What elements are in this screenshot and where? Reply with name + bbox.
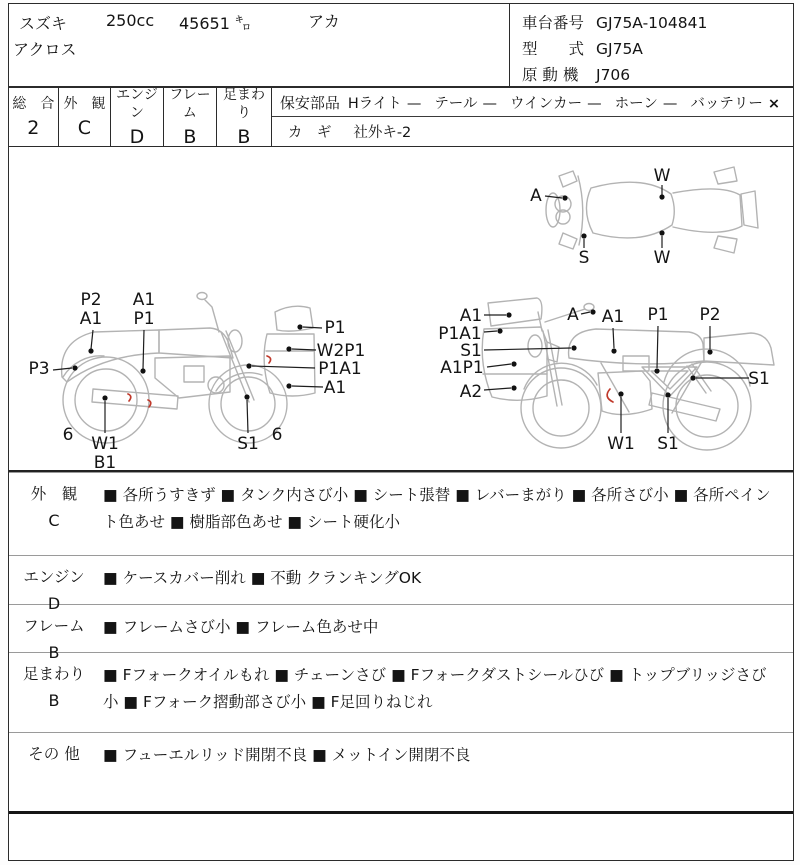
svg-text:P1: P1 [324, 318, 346, 338]
safety-item-name: Hライト [347, 95, 402, 112]
svg-text:P1: P1 [647, 305, 669, 325]
section-frame [9, 604, 793, 662]
section-frame-header [9, 605, 99, 662]
safety-parts-box [272, 88, 793, 146]
rating-frame-grade: B [183, 125, 197, 148]
rating-frame-label: フレーム [169, 86, 211, 121]
vehicle-summary [9, 4, 509, 86]
safety-item-status: — [482, 95, 498, 112]
rating-exterior-label: 外 観 [63, 95, 106, 112]
chassis-number-value: GJ75A-104841 [596, 14, 708, 32]
mileage-unit: ㌔ [235, 14, 252, 33]
svg-text:A1: A1 [132, 290, 156, 310]
header [9, 4, 793, 88]
key-value: 社外キ-2 [353, 125, 412, 141]
engine-value: J706 [596, 66, 631, 84]
displacement: 250cc [106, 11, 155, 30]
safety-item-winker [510, 92, 602, 113]
section-label: 外 観 [30, 485, 78, 503]
safety-item-battery [690, 92, 780, 113]
rating-overall-label: 総 合 [12, 95, 55, 112]
maker-name: スズキ [19, 14, 68, 33]
body-color: アカ [308, 12, 340, 31]
svg-text:W1: W1 [91, 434, 119, 454]
section-label: 足まわり [22, 665, 85, 683]
motorcycle-diagram-svg [9, 147, 795, 470]
section-frame-notes: ■ フレームさび小 ■ フレーム色あせ中 [103, 618, 379, 636]
svg-text:S1: S1 [237, 434, 259, 454]
section-other-notes: ■ フューエルリッド開閉不良 ■ メットイン開閉不良 [103, 746, 471, 764]
svg-text:P1A1: P1A1 [318, 359, 362, 379]
svg-text:A: A [530, 186, 542, 206]
rating-exterior-grade: C [77, 116, 92, 139]
svg-text:A: A [567, 305, 579, 325]
rating-engine-grade: D [129, 125, 145, 148]
mileage [179, 11, 251, 34]
svg-text:A1P1: A1P1 [440, 358, 484, 378]
section-undercarriage-notes: ■ Fフォークオイルもれ ■ チェーンさび ■ Fフォークダストシールひび ■ トップブリッジさび小 ■ Fフォーク摺動部さび小 ■ F足回りねじれ [103, 666, 767, 711]
svg-text:S1: S1 [657, 434, 679, 454]
section-engine-notes: ■ ケースカバー削れ ■ 不動 クランキングOK [103, 569, 422, 587]
section-undercarriage-header [9, 653, 99, 732]
right-bike-art [482, 298, 774, 450]
safety-item-status: — [587, 95, 602, 112]
section-engine-header [9, 556, 99, 613]
safety-item-status: × [767, 95, 780, 112]
svg-text:A2: A2 [459, 382, 483, 402]
svg-text:W: W [653, 248, 671, 268]
inspection-sheet [8, 3, 794, 861]
safety-item-headlight [348, 92, 421, 113]
safety-item-name: ウインカー [510, 95, 583, 112]
rating-engine-label: エンジン [116, 86, 158, 121]
identity-block [509, 4, 793, 86]
svg-text:B1: B1 [93, 453, 117, 470]
rating-engine [111, 88, 164, 146]
mileage-value: 45651 [179, 14, 230, 33]
type-value: GJ75A [596, 40, 643, 58]
section-exterior-notes: ■ 各所うすきず ■ タンク内さび小 ■ シート張替 ■ レバーまがり ■ 各所さび小 ■ 各所ペイント色あせ ■ 樹脂部色あせ ■ シート硬化小 [103, 486, 771, 531]
engine-row [522, 62, 793, 88]
svg-text:W: W [653, 166, 671, 186]
section-grade: B [48, 691, 60, 710]
safety-item-name: ホーン [614, 95, 658, 112]
svg-text:P2: P2 [80, 290, 102, 310]
rating-frame [164, 88, 217, 146]
svg-text:P3: P3 [28, 359, 50, 379]
chassis-number-row [522, 10, 793, 36]
rating-undercarriage-grade: B [237, 125, 251, 148]
section-engine [9, 555, 793, 613]
section-undercarriage [9, 652, 793, 732]
svg-text:S1: S1 [460, 341, 482, 361]
rating-undercarriage-label: 足まわり [222, 86, 265, 121]
svg-text:S: S [578, 248, 590, 268]
chassis-number-label: 車台番号 [522, 14, 585, 32]
section-grade: B [48, 643, 60, 662]
section-other [9, 732, 793, 811]
svg-text:P1: P1 [133, 309, 155, 329]
rating-overall [9, 88, 59, 146]
safety-item-name: バッテリー [690, 95, 763, 112]
top-view-bike-art [546, 167, 758, 253]
safety-item-tail [434, 92, 497, 113]
engine-label: 原 動 機 [522, 66, 579, 84]
svg-text:A1: A1 [323, 378, 347, 398]
safety-parts-row [272, 88, 793, 117]
section-exterior-header [9, 473, 99, 555]
safety-item-status: — [406, 95, 422, 112]
rating-undercarriage [217, 88, 272, 146]
svg-text:A1: A1 [601, 307, 625, 327]
safety-item-horn [615, 92, 678, 113]
safety-item-name: テール [434, 95, 478, 112]
section-label: その 他 [28, 745, 80, 763]
svg-text:A1: A1 [79, 309, 103, 329]
type-row [522, 36, 793, 62]
svg-text:A1: A1 [459, 306, 483, 326]
svg-text:P1A1: P1A1 [438, 324, 482, 344]
diagram-labels-layer [28, 166, 769, 470]
svg-text:6: 6 [62, 425, 74, 445]
section-grade: D [47, 594, 61, 613]
section-label: フレーム [23, 617, 85, 635]
section-grade: C [48, 511, 60, 530]
svg-text:W2P1: W2P1 [316, 341, 366, 361]
damage-diagram [9, 147, 793, 472]
section-label: エンジン [23, 568, 85, 586]
empty-footer-box [9, 811, 793, 856]
model-name: アクロス [13, 40, 77, 59]
ratings-row [9, 88, 793, 147]
svg-text:6: 6 [271, 425, 283, 445]
svg-text:S1: S1 [748, 369, 770, 389]
section-exterior [9, 472, 793, 555]
key-label: カ ギ [287, 125, 332, 141]
svg-text:W1: W1 [607, 434, 635, 454]
type-label: 型 式 [522, 40, 585, 58]
svg-text:P2: P2 [699, 305, 721, 325]
section-other-header [9, 733, 99, 811]
rating-overall-grade: 2 [27, 116, 40, 139]
key-row [272, 117, 793, 146]
rating-exterior [59, 88, 112, 146]
safety-item-status: — [662, 95, 678, 112]
safety-parts-label: 保安部品 [279, 93, 340, 112]
